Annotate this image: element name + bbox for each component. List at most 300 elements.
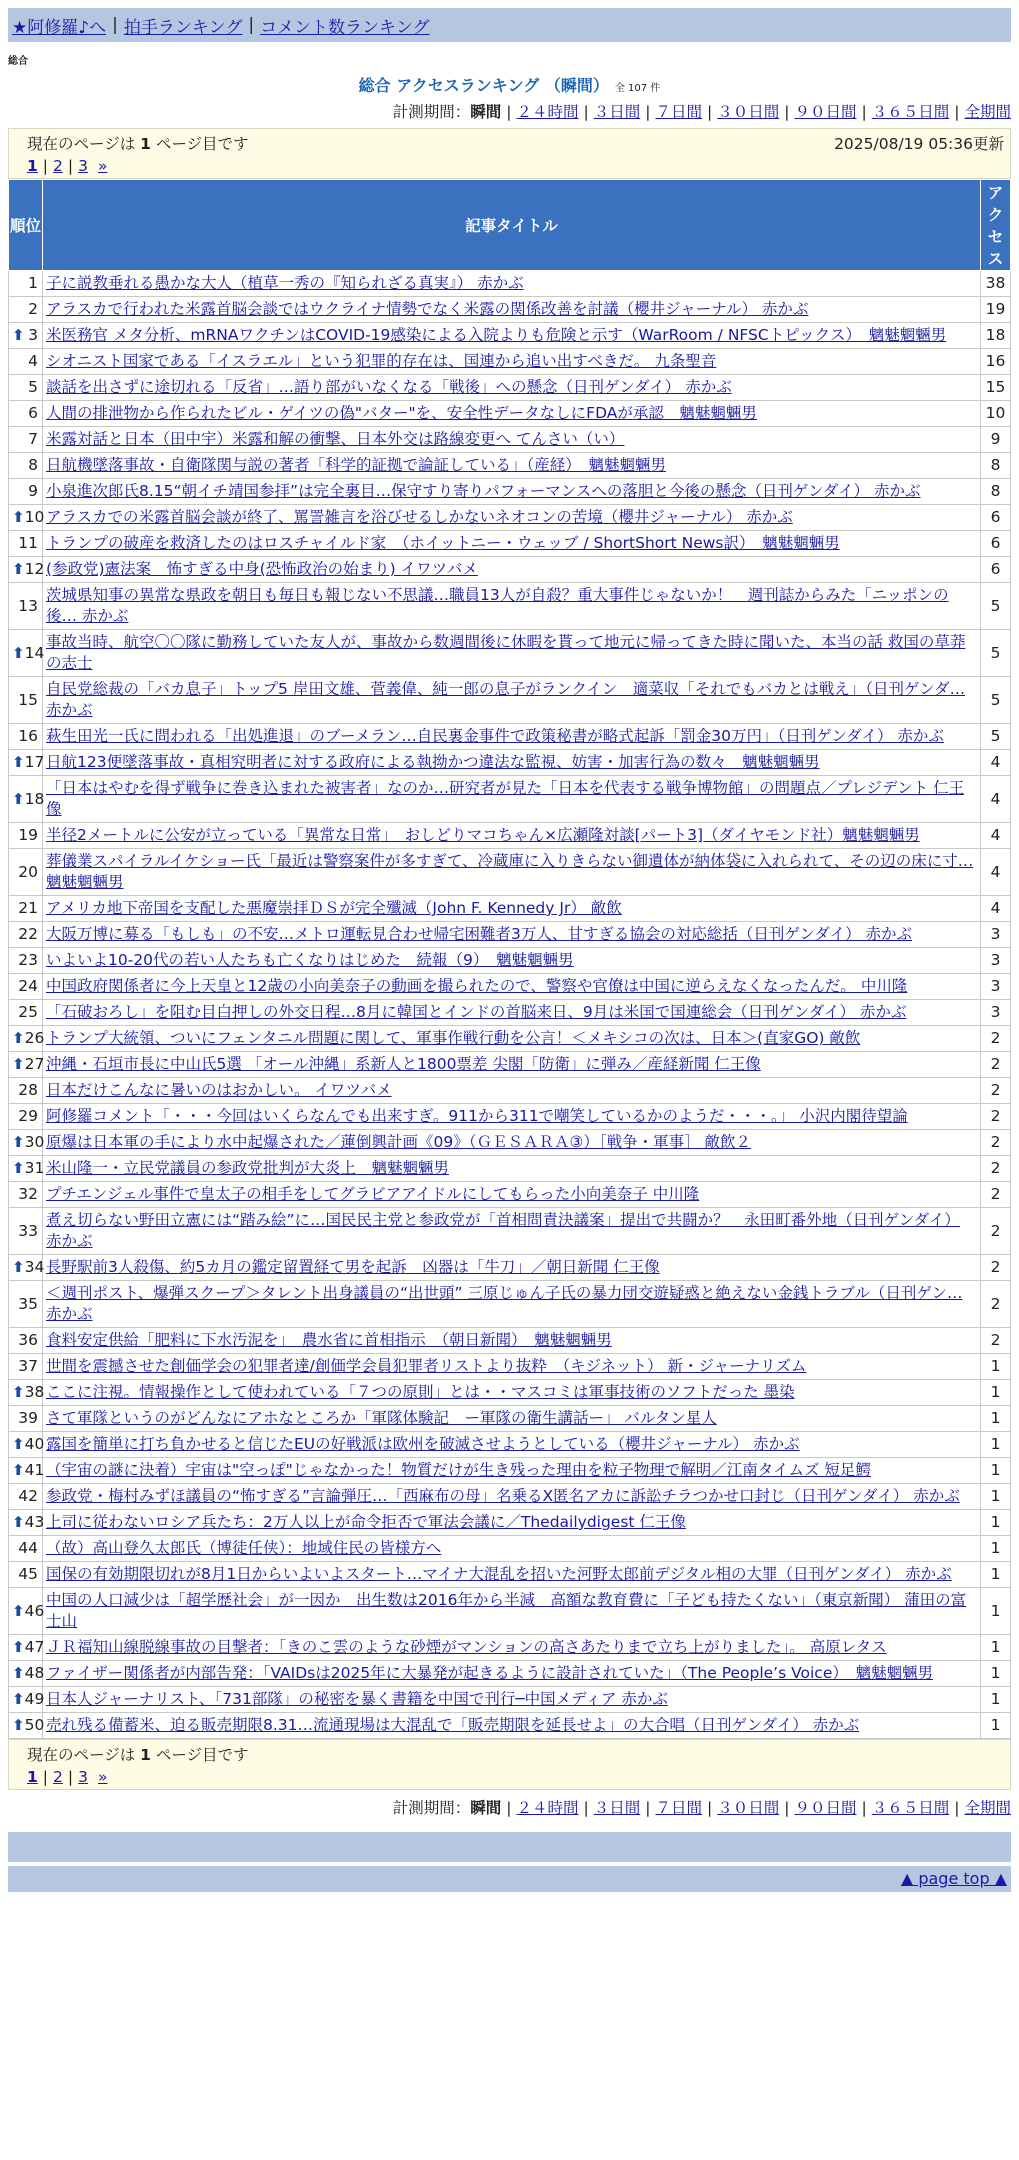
access-count: 1 bbox=[981, 1635, 1011, 1661]
table-row bbox=[9, 1078, 1011, 1104]
title-cell bbox=[43, 1328, 981, 1354]
table-row bbox=[9, 1406, 1011, 1432]
period-separator: | bbox=[583, 1799, 589, 1817]
period-link[interactable]: 全期間 bbox=[964, 1799, 1011, 1817]
rank-cell bbox=[9, 1562, 43, 1588]
access-count: 1 bbox=[981, 1713, 1011, 1739]
title-cell bbox=[43, 323, 981, 349]
rank-number: 12 bbox=[24, 560, 45, 578]
rank-up-arrow-icon: ⬆ bbox=[12, 1383, 25, 1401]
rank-cell bbox=[9, 1536, 43, 1562]
period-separator: | bbox=[954, 103, 960, 121]
table-row bbox=[9, 1432, 1011, 1458]
rank-number: 39 bbox=[18, 1409, 38, 1427]
article-link[interactable]: 沖縄・石垣市長に中山氏5選 「オール沖縄」系新人と1800票差 尖閣「防衛」に弾み／産経新聞 仁王像 bbox=[46, 1055, 761, 1073]
rank-number: 32 bbox=[18, 1185, 38, 1203]
rank-cell bbox=[9, 630, 43, 677]
access-count: 2 bbox=[981, 1052, 1011, 1078]
article-link[interactable]: 葬儀業スパイラルイケショー氏「最近は警察案件が多すぎて、冷蔵庫に入りきらない御遺体が納体袋に入れられて、その辺の床に寸… 魑魅魍魎男 bbox=[46, 852, 974, 891]
period-link[interactable]: ７日間 bbox=[655, 103, 702, 121]
title-cell bbox=[43, 1510, 981, 1536]
article-link[interactable]: （宇宙の謎に決着）宇宙は"空っぽ"じゃなかった！物質だけが生き残った理由を粒子物理で解明／江南タイムズ 短足鰐 bbox=[46, 1461, 871, 1479]
period-separator: | bbox=[707, 103, 713, 121]
rank-cell bbox=[9, 1078, 43, 1104]
table-row bbox=[9, 776, 1011, 823]
ranking-table bbox=[8, 179, 1011, 1739]
access-count: 4 bbox=[981, 896, 1011, 922]
page-link-current[interactable]: 1 bbox=[27, 1768, 38, 1786]
rank-number: 30 bbox=[24, 1133, 45, 1151]
article-link[interactable]: 自民党総裁の「バカ息子」トップ5 岸田文雄、菅義偉、純一郎の息子がランクイン 適菜収「それでもバカとは戦え」（日刊ゲンダ… 赤かぶ bbox=[46, 680, 966, 719]
title-cell bbox=[43, 1156, 981, 1182]
period-separator: | bbox=[954, 1799, 960, 1817]
rank-number: 37 bbox=[18, 1357, 38, 1375]
rank-up-arrow-icon: ⬆ bbox=[12, 1716, 25, 1734]
rank-cell bbox=[9, 1130, 43, 1156]
title-cell bbox=[43, 401, 981, 427]
rank-cell bbox=[9, 297, 43, 323]
access-count: 5 bbox=[981, 583, 1011, 630]
rank-cell bbox=[9, 1281, 43, 1328]
access-count: 4 bbox=[981, 750, 1011, 776]
col-rank-header: 順位 bbox=[9, 180, 43, 271]
period-link[interactable]: ９０日間 bbox=[794, 1799, 857, 1817]
period-separator: | bbox=[506, 103, 512, 121]
article-link[interactable]: トランプ大統領、ついにフェンタニル問題に関して、軍事作戦行動を公言！＜メキシコの次は、日本＞(直家GO) 敵飲 bbox=[46, 1029, 861, 1047]
rank-number: 17 bbox=[24, 753, 45, 771]
nav-link-asyura[interactable]: ★阿修羅♪へ bbox=[12, 17, 107, 38]
pager-separator: | bbox=[67, 1768, 74, 1786]
rank-number: 42 bbox=[18, 1487, 38, 1505]
access-count: 19 bbox=[981, 297, 1011, 323]
rank-number: 3 bbox=[28, 326, 38, 344]
title-cell bbox=[43, 896, 981, 922]
article-link[interactable]: ここに注視。情報操作として使われている「７つの原則」とは・・マスコミは軍事技術のソフトだった 墨染 bbox=[46, 1383, 795, 1401]
rank-cell bbox=[9, 677, 43, 724]
access-count: 2 bbox=[981, 1026, 1011, 1052]
table-row bbox=[9, 1000, 1011, 1026]
rank-cell bbox=[9, 1406, 43, 1432]
rank-cell bbox=[9, 1000, 43, 1026]
article-link[interactable]: 大阪万博に募る「もしも」の不安…メトロ運転見合わせ帰宅困難者3万人、甘すぎる協会の対応総括（日刊ゲンダイ） 赤かぶ bbox=[46, 925, 913, 943]
period-separator: | bbox=[707, 1799, 713, 1817]
rank-cell bbox=[9, 349, 43, 375]
page-link[interactable]: 2 bbox=[53, 157, 63, 175]
rank-number: 5 bbox=[28, 378, 38, 396]
access-count: 5 bbox=[981, 724, 1011, 750]
access-count: 1 bbox=[981, 1687, 1011, 1713]
article-link[interactable]: さて軍隊というのがどんなにアホなところか「軍隊体験記 ー軍隊の衛生講話ー」 バルタン星人 bbox=[46, 1409, 717, 1427]
article-link[interactable]: アメリカ地下帝国を支配した悪魔崇拝ＤＳが完全殲滅（John F. Kennedy Jr） 敵飲 bbox=[46, 899, 622, 917]
table-row bbox=[9, 583, 1011, 630]
title-cell bbox=[43, 948, 981, 974]
nav-separator: | bbox=[248, 15, 255, 35]
period-link[interactable]: ３日間 bbox=[593, 1799, 641, 1817]
access-count: 1 bbox=[981, 1562, 1011, 1588]
period-link[interactable]: ３０日間 bbox=[717, 1799, 780, 1817]
table-row bbox=[9, 1687, 1011, 1713]
article-link[interactable]: 「日本はやむを得ず戦争に巻き込まれた被害者」なのか…研究者が見た「日本を代表する戦争博物館」の問題点／プレジデント 仁王像 bbox=[46, 779, 965, 818]
title-cell bbox=[43, 1208, 981, 1255]
period-current: 瞬間 bbox=[470, 1799, 502, 1817]
article-link[interactable]: 子に説教垂れる愚かな大人（植草一秀の『知られざる真実』） 赤かぶ bbox=[46, 274, 524, 292]
rank-cell bbox=[9, 974, 43, 1000]
article-link[interactable]: トランプの破産を救済したのはロスチャイルド家 （ホイットニー・ウェッブ / ShortShort News訳） 魑魅魍魎男 bbox=[46, 534, 840, 552]
rank-number: 8 bbox=[28, 456, 38, 474]
access-count: 3 bbox=[981, 948, 1011, 974]
category-label: 総合 bbox=[8, 56, 28, 67]
table-row bbox=[9, 323, 1011, 349]
table-row bbox=[9, 948, 1011, 974]
article-link[interactable]: 日航機墜落事故・自衛隊関与説の著者「科学的証拠で論証している」（産経） 魑魅魍魎男 bbox=[46, 456, 667, 474]
title-cell bbox=[43, 677, 981, 724]
access-count: 1 bbox=[981, 1536, 1011, 1562]
title-cell bbox=[43, 1661, 981, 1687]
period-link[interactable]: ３日間 bbox=[593, 103, 641, 121]
access-count: 9 bbox=[981, 427, 1011, 453]
rank-number: 33 bbox=[18, 1221, 38, 1240]
rank-cell bbox=[9, 323, 43, 349]
rank-cell bbox=[9, 1026, 43, 1052]
title-cell bbox=[43, 349, 981, 375]
access-count: 16 bbox=[981, 349, 1011, 375]
title-cell bbox=[43, 1130, 981, 1156]
title-cell bbox=[43, 849, 981, 896]
table-row bbox=[9, 1281, 1011, 1328]
rank-up-arrow-icon: ⬆ bbox=[12, 1159, 25, 1177]
access-count: 2 bbox=[981, 1208, 1011, 1255]
access-count: 3 bbox=[981, 1000, 1011, 1026]
period-label: 計測期間： bbox=[392, 1799, 471, 1817]
rank-number: 35 bbox=[18, 1294, 38, 1313]
table-row bbox=[9, 750, 1011, 776]
article-link[interactable]: ファイザー関係者が内部告発：「VAIDsは2025年に大暴発が起きるように設計されていた」（The People’s Voice） 魑魅魍魎男 bbox=[46, 1664, 934, 1682]
table-row bbox=[9, 630, 1011, 677]
article-link[interactable]: 中国の人口減少は「超学歴社会」が一因か 出生数は2016年から半減 高額な教育費に「子ども持たくない」（東京新聞） 蒲田の富士山 bbox=[46, 1591, 967, 1630]
title-cell bbox=[43, 750, 981, 776]
access-count: 1 bbox=[981, 1432, 1011, 1458]
period-link[interactable]: ３６５日間 bbox=[871, 103, 950, 121]
page-link-current[interactable]: 1 bbox=[27, 157, 38, 175]
table-row bbox=[9, 375, 1011, 401]
period-link[interactable]: ３０日間 bbox=[717, 103, 780, 121]
rank-up-arrow-icon: ⬆ bbox=[12, 643, 25, 662]
access-count: 15 bbox=[981, 375, 1011, 401]
table-row bbox=[9, 1156, 1011, 1182]
rank-up-arrow-icon: ⬆ bbox=[12, 789, 25, 808]
article-link[interactable]: 「石破おろし」を阻む目白押しの外交日程…8月に韓国とインドの首脳来日、9月は米国で国連総会（日刊ゲンダイ） 赤かぶ bbox=[46, 1003, 907, 1021]
article-link[interactable]: 米医務官 メタ分析、mRNAワクチンはCOVID-19感染による入院よりも危険と示す（WarRoom / NFSCトピックス） 魑魅魍魎男 bbox=[46, 326, 947, 344]
rank-up-arrow-icon: ⬆ bbox=[12, 560, 25, 578]
article-link[interactable]: 日本だけこんなに暑いのはおかしい。 イワツバメ bbox=[46, 1081, 392, 1099]
rank-number: 41 bbox=[24, 1461, 45, 1479]
article-link[interactable]: 日本人ジャーナリスト、「731部隊」の秘密を暴く書籍を中国で刊行─中国メディア 赤かぶ bbox=[46, 1690, 668, 1708]
rank-cell bbox=[9, 557, 43, 583]
rank-number: 16 bbox=[18, 727, 38, 745]
article-link[interactable]: 日航123便墜落事故・真相究明者に対する政府による執拗かつ違法な監視、妨害・加害行為の数々 魑魅魍魎男 bbox=[46, 753, 820, 771]
rank-number: 9 bbox=[28, 482, 38, 500]
rank-number: 22 bbox=[18, 925, 38, 943]
rank-up-arrow-icon: ⬆ bbox=[12, 1055, 25, 1073]
period-current: 瞬間 bbox=[470, 103, 502, 121]
access-count: 6 bbox=[981, 505, 1011, 531]
article-link[interactable]: 小泉進次郎氏8.15“朝イチ靖国参拝”は完全裏目…保守すり寄りパフォーマンスへの落胆と今後の懸念（日刊ゲンダイ） 赤かぶ bbox=[46, 482, 921, 500]
title-cell bbox=[43, 1026, 981, 1052]
article-link[interactable]: （故）高山登久太郎氏（博徒任侠）：地域住民の皆様方へ bbox=[46, 1539, 442, 1557]
table-row bbox=[9, 1052, 1011, 1078]
rank-number: 43 bbox=[24, 1513, 45, 1531]
access-count: 2 bbox=[981, 1255, 1011, 1281]
title-cell bbox=[43, 427, 981, 453]
rank-number: 38 bbox=[24, 1383, 45, 1401]
rank-up-arrow-icon: ⬆ bbox=[12, 1601, 25, 1620]
page-next-link[interactable]: » bbox=[98, 1768, 108, 1786]
table-row bbox=[9, 427, 1011, 453]
nav-link-comment-ranking[interactable]: コメント数ランキング bbox=[260, 17, 430, 38]
table-row bbox=[9, 1510, 1011, 1536]
access-count: 1 bbox=[981, 1588, 1011, 1635]
article-link[interactable]: 長野駅前3人殺傷、約5カ月の鑑定留置経て男を起訴 凶器は「牛刀」／朝日新聞 仁王像 bbox=[46, 1258, 660, 1276]
article-link[interactable]: 米露対話と日本（田中宇）米露和解の衝撃、日本外交は路線変更へ てんさい（い） bbox=[46, 430, 625, 448]
article-link[interactable]: 原爆は日本軍の手により水中起爆された／蓮倒興計画《09》（ＧＥＳＡＲＡ③）［戦争・軍事］ 敵飲２ bbox=[46, 1133, 752, 1151]
rank-number: 1 bbox=[28, 274, 38, 292]
title-cell bbox=[43, 1354, 981, 1380]
rank-cell bbox=[9, 1661, 43, 1687]
period-label: 計測期間： bbox=[392, 103, 471, 121]
page-link[interactable]: 2 bbox=[53, 1768, 63, 1786]
page-top-bar bbox=[8, 1866, 1011, 1892]
table-row bbox=[9, 1130, 1011, 1156]
rank-number: 10 bbox=[24, 508, 45, 526]
title-cell bbox=[43, 505, 981, 531]
rank-number: 46 bbox=[24, 1601, 45, 1620]
title-cell bbox=[43, 1562, 981, 1588]
rank-number: 26 bbox=[24, 1029, 45, 1047]
rank-cell bbox=[9, 1052, 43, 1078]
title-cell bbox=[43, 1281, 981, 1328]
article-link[interactable]: 人間の排泄物から作られたビル・ゲイツの偽"バター"を、安全性データなしにFDAが承認 魑魅魍魎男 bbox=[46, 404, 757, 422]
access-count: 6 bbox=[981, 531, 1011, 557]
rank-up-arrow-icon: ⬆ bbox=[12, 1638, 25, 1656]
period-link[interactable]: ７日間 bbox=[655, 1799, 702, 1817]
rank-cell bbox=[9, 1380, 43, 1406]
title-cell bbox=[43, 1588, 981, 1635]
rank-number: 4 bbox=[28, 352, 38, 370]
title-cell bbox=[43, 453, 981, 479]
access-count: 2 bbox=[981, 1182, 1011, 1208]
rank-cell bbox=[9, 1354, 43, 1380]
rank-cell bbox=[9, 922, 43, 948]
article-link[interactable]: 米山隆一・立民党議員の参政党批判が大炎上 魑魅魍魎男 bbox=[46, 1159, 450, 1177]
article-link[interactable]: 事故当時、航空〇〇隊に勤務していた友人が、事故から数週間後に休暇を貰って地元に帰ってきた時に聞いた、本当の話 救国の草莽の志士 bbox=[46, 633, 966, 672]
title-cell bbox=[43, 1104, 981, 1130]
period-link[interactable]: ２４時間 bbox=[516, 1799, 579, 1817]
rank-cell bbox=[9, 531, 43, 557]
article-link[interactable]: アラスカで行われた米露首脳会談ではウクライナ情勢でなく米露の関係改善を討議（櫻井ジャーナル） 赤かぶ bbox=[46, 300, 809, 318]
article-link[interactable]: シオニスト国家である「イスラエル」という犯罪的存在は、国連から追い出すべきだ。 九条聖音 bbox=[46, 352, 717, 370]
rank-cell bbox=[9, 1510, 43, 1536]
table-row bbox=[9, 1208, 1011, 1255]
rank-number: 45 bbox=[18, 1565, 38, 1583]
rank-cell bbox=[9, 849, 43, 896]
rank-cell bbox=[9, 1182, 43, 1208]
period-link[interactable]: 全期間 bbox=[964, 103, 1011, 121]
article-link[interactable]: プチエンジェル事件で皇太子の相手をしてグラビアアイドルにしてもらった小向美奈子 中川隆 bbox=[46, 1185, 700, 1203]
article-link[interactable]: いよいよ10-20代の若い人たちも亡くなりはじめた 続報（9） 魑魅魍魎男 bbox=[46, 951, 574, 969]
article-link[interactable]: ＜週刊ポスト、爆弾スクープ＞タレント出身議員の“出世頭” 三原じゅん子氏の暴力団交遊疑惑と絶えない金銭トラブル（日刊ゲン… 赤かぶ bbox=[46, 1284, 963, 1323]
article-link[interactable]: 煮え切らない野田立憲には“踏み絵”に…国民民主党と参政党が「首相問責決議案」提出で共闘か？ 永田町番外地（日刊ゲンダイ） 赤かぶ bbox=[46, 1211, 960, 1250]
table-row bbox=[9, 297, 1011, 323]
page-top-link[interactable]: ▲ page top ▲ bbox=[900, 1869, 1007, 1888]
rank-cell bbox=[9, 479, 43, 505]
rank-number: 48 bbox=[24, 1664, 45, 1682]
article-link[interactable]: 露国を簡単に打ち負かせると信じたEUの好戦派は欧州を破滅させようとしている（櫻井ジャーナル） 赤かぶ bbox=[46, 1435, 800, 1453]
period-link[interactable]: ３６５日間 bbox=[871, 1799, 950, 1817]
title-cell bbox=[43, 776, 981, 823]
article-link[interactable]: 国保の有効期限切れが8月1日からいよいよスタート…マイナ大混乱を招いた河野太郎前デジタル相の大罪（日刊ゲンダイ） 赤かぶ bbox=[46, 1565, 952, 1583]
article-link[interactable]: 茨城県知事の異常な県政を朝日も毎日も報じない不思議…職員13人が自殺？重大事件じゃないか！ 週刊誌からみた「ニッポンの後… 赤かぶ bbox=[46, 586, 949, 625]
access-count: 1 bbox=[981, 1661, 1011, 1687]
article-link[interactable]: 半径2メートルに公安が立っている「異常な日常」 おしどりマコちゃん×広瀬隆対談[パート3]（ダイヤモンド社）魑魅魍魎男 bbox=[46, 826, 920, 844]
pager-separator: | bbox=[42, 1768, 49, 1786]
page-next-link[interactable]: » bbox=[98, 157, 108, 175]
table-row bbox=[9, 974, 1011, 1000]
rank-cell bbox=[9, 1687, 43, 1713]
article-link[interactable]: 萩生田光一氏に問われる「出処進退」のブーメラン…自民裏金事件で政策秘書が略式起訴「罰金30万円」（日刊ゲンダイ） 赤かぶ bbox=[46, 727, 944, 745]
page-link[interactable]: 3 bbox=[78, 1768, 89, 1786]
table-row bbox=[9, 1588, 1011, 1635]
article-link[interactable]: 世間を震撼させた創価学会の犯罪者達/創価学会員犯罪者リストより抜粋 （キジネット） 新・ジャーナリズム bbox=[46, 1357, 807, 1375]
period-separator: | bbox=[861, 1799, 867, 1817]
access-count: 2 bbox=[981, 1104, 1011, 1130]
rank-cell bbox=[9, 1484, 43, 1510]
rank-number: 36 bbox=[18, 1331, 38, 1349]
title-cell bbox=[43, 1052, 981, 1078]
access-count: 2 bbox=[981, 1078, 1011, 1104]
table-row bbox=[9, 724, 1011, 750]
rank-cell bbox=[9, 1432, 43, 1458]
rank-number: 7 bbox=[28, 430, 38, 448]
access-count: 5 bbox=[981, 677, 1011, 724]
period-separator: | bbox=[861, 103, 867, 121]
table-row bbox=[9, 479, 1011, 505]
rank-up-arrow-icon: ⬆ bbox=[12, 753, 25, 771]
page-title-row bbox=[0, 73, 1019, 96]
table-row bbox=[9, 505, 1011, 531]
rank-up-arrow-icon: ⬆ bbox=[12, 1435, 25, 1453]
rank-cell bbox=[9, 823, 43, 849]
table-row bbox=[9, 453, 1011, 479]
table-row bbox=[9, 677, 1011, 724]
title-cell bbox=[43, 630, 981, 677]
title-cell bbox=[43, 1687, 981, 1713]
access-count: 1 bbox=[981, 1484, 1011, 1510]
article-link[interactable]: アラスカでの米露首脳会談が終了、罵詈雑言を浴びせるしかないネオコンの苦境（櫻井ジャーナル） 赤かぶ bbox=[46, 508, 793, 526]
rank-number: 11 bbox=[18, 534, 38, 552]
rank-up-arrow-icon: ⬆ bbox=[12, 326, 25, 344]
article-link[interactable]: 談話を出さずに途切れる「反省」…語り部がいなくなる「戦後」への懸念（日刊ゲンダイ） 赤かぶ bbox=[46, 378, 732, 396]
rank-up-arrow-icon: ⬆ bbox=[12, 508, 25, 526]
rank-number: 15 bbox=[18, 690, 38, 709]
pager-separator: | bbox=[42, 157, 49, 175]
period-link[interactable]: ９０日間 bbox=[794, 103, 857, 121]
period-link[interactable]: ２４時間 bbox=[516, 103, 579, 121]
rank-up-arrow-icon: ⬆ bbox=[12, 1461, 25, 1479]
title-cell bbox=[43, 1635, 981, 1661]
article-link[interactable]: 上司に従わないロシア兵たち：2万人以上が命令拒否で軍法会議に／Thedailydigest 仁王像 bbox=[46, 1513, 686, 1531]
table-row bbox=[9, 531, 1011, 557]
rank-up-arrow-icon: ⬆ bbox=[12, 1029, 25, 1047]
article-link[interactable]: 食料安定供給「肥料に下水汚泥を」 農水省に首相指示 （朝日新聞） 魑魅魍魎男 bbox=[46, 1331, 612, 1349]
period-separator: | bbox=[583, 103, 589, 121]
article-link[interactable]: 阿修羅コメント「・・・今回はいくらなんでも出来すぎ。911から311で嘲笑しているかのようだ・・・。」 小沢内閣待望論 bbox=[46, 1107, 908, 1125]
rank-cell bbox=[9, 1104, 43, 1130]
title-cell bbox=[43, 724, 981, 750]
rank-number: 23 bbox=[18, 951, 38, 969]
access-count: 1 bbox=[981, 1510, 1011, 1536]
rank-up-arrow-icon: ⬆ bbox=[12, 1664, 25, 1682]
page-link[interactable]: 3 bbox=[78, 157, 89, 175]
total-count: 全 107 件 bbox=[614, 83, 661, 94]
rank-up-arrow-icon: ⬆ bbox=[12, 1690, 25, 1708]
pager-links bbox=[27, 1768, 1004, 1786]
rank-number: 6 bbox=[28, 404, 38, 422]
rank-number: 21 bbox=[18, 899, 38, 917]
rank-number: 27 bbox=[24, 1055, 45, 1073]
rank-cell bbox=[9, 453, 43, 479]
access-count: 2 bbox=[981, 1156, 1011, 1182]
article-link[interactable]: (参政党)憲法案 怖すぎる中身(恐怖政治の始まり) イワツバメ bbox=[46, 560, 478, 578]
table-row bbox=[9, 1255, 1011, 1281]
access-count: 1 bbox=[981, 1380, 1011, 1406]
rank-number: 49 bbox=[24, 1690, 45, 1708]
access-count: 3 bbox=[981, 974, 1011, 1000]
updated-timestamp: 2025/08/19 05:36更新 bbox=[834, 135, 1004, 153]
rank-up-arrow-icon: ⬆ bbox=[12, 1133, 25, 1151]
title-cell bbox=[43, 1713, 981, 1739]
rank-cell bbox=[9, 401, 43, 427]
table-row bbox=[9, 1562, 1011, 1588]
title-cell bbox=[43, 1536, 981, 1562]
access-count: 8 bbox=[981, 479, 1011, 505]
nav-link-applause-ranking[interactable]: 拍手ランキング bbox=[123, 17, 243, 38]
rank-number: 19 bbox=[18, 826, 38, 844]
table-row bbox=[9, 1536, 1011, 1562]
rank-number: 20 bbox=[18, 862, 38, 881]
access-count: 4 bbox=[981, 823, 1011, 849]
title-cell bbox=[43, 823, 981, 849]
table-row bbox=[9, 1458, 1011, 1484]
rank-cell bbox=[9, 427, 43, 453]
article-link[interactable]: 参政党・梅村みずほ議員の“怖すぎる”言論弾圧…「西麻布の母」名乗るX匿名アカに訴訟チラつかせ口封じ（日刊ゲンダイ） 赤かぶ bbox=[46, 1487, 960, 1505]
access-count: 4 bbox=[981, 849, 1011, 896]
table-row bbox=[9, 1484, 1011, 1510]
article-link[interactable]: 売れ残る備蓄米、迫る販売期限8.31…流通現場は大混乱で「販売期限を延長せよ」の大合唱（日刊ゲンダイ） 赤かぶ bbox=[46, 1716, 860, 1734]
period-separator: | bbox=[506, 1799, 512, 1817]
access-count: 2 bbox=[981, 1130, 1011, 1156]
rank-number: 50 bbox=[24, 1716, 45, 1734]
top-nav bbox=[8, 8, 1011, 42]
article-link[interactable]: 中国政府関係者に今上天皇と12歳の小向美奈子の動画を撮られたので、警察や官僚は中国に逆らえなくなったんだ。 中川隆 bbox=[46, 977, 908, 995]
footer-bar bbox=[8, 1832, 1011, 1862]
access-count: 38 bbox=[981, 271, 1011, 297]
period-separator: | bbox=[784, 103, 790, 121]
period-selector-bottom bbox=[0, 1796, 1011, 1818]
article-link[interactable]: ＪＲ福知山線脱線事故の目撃者：「きのこ雲のような砂煙がマンションの高さあたりまで立ち上がりました」。 高原レタス bbox=[46, 1638, 887, 1656]
rank-cell bbox=[9, 750, 43, 776]
rank-cell bbox=[9, 1713, 43, 1739]
rank-cell bbox=[9, 1255, 43, 1281]
